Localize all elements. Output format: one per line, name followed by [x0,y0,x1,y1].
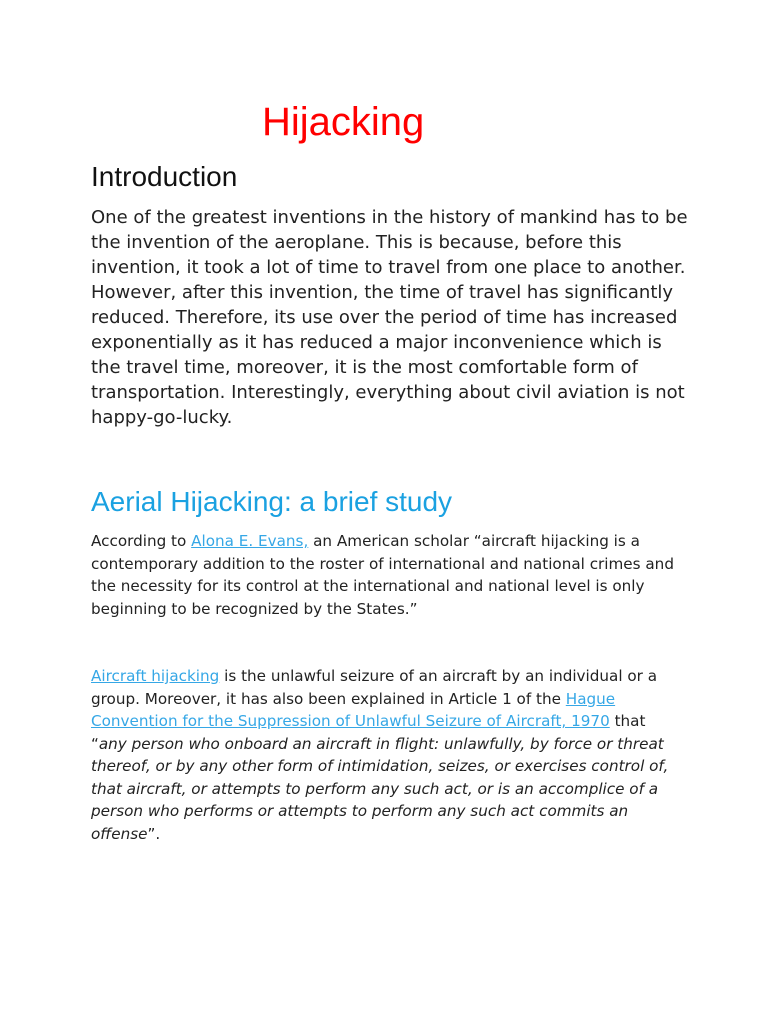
definition-text-3: ”. [147,824,161,843]
evans-paragraph-quote: an American scholar “aircraft hijacking is a contemporary addition to the roster of international and national crimes and the necessity for its control at the international and national level is only beginning to be recognized by the States.” [91,532,674,618]
aerial-hijacking-heading: Aerial Hijacking: a brief study [91,486,453,517]
introduction-paragraph: One of the greatest inventions in the history of mankind has to be the invention of the aeroplane. This is because, before this invention, it took a lot of time to travel from one place to another. However, after this invention, the time of travel has significantly reduced. Therefore, its use over the period of time has increased exponentially as it has reduced a major inconvenience which is the travel time, moreover, it is the most comfortable form of transportation. Interestingly, everything about civil aviation is not happy-go-lucky. [91,207,688,428]
evans-paragraph-lead: According to [91,532,192,550]
definition-text-1: is the unlawful seizure of an aircraft by an individual or a group. Moreover, it has also been explained in Article 1 of the [91,667,658,708]
hague-convention-quote: any person who onboard an aircraft in flight: unlawfully, by force or threat thereof, or by any other form of intimidation, seizes, or exercises control of, that aircraft, or attempts to perform any such act, or is an accomplice of a person who performs or attempts to perform any such act commits an offense [91,734,669,843]
document-title: Hijacking [262,100,425,144]
hague-convention-link[interactable]: Hague Convention for the Suppression of Unlawful Seizure of Aircraft, 1970 [91,689,616,730]
introduction-heading: Introduction [91,161,238,192]
alona-evans-link[interactable]: Alona E. Evans, [191,532,309,550]
definition-text-2: that “ [91,712,646,753]
aircraft-hijacking-link[interactable]: Aircraft hijacking [91,667,220,685]
definition-paragraph [91,665,681,845]
evans-paragraph [91,530,681,620]
